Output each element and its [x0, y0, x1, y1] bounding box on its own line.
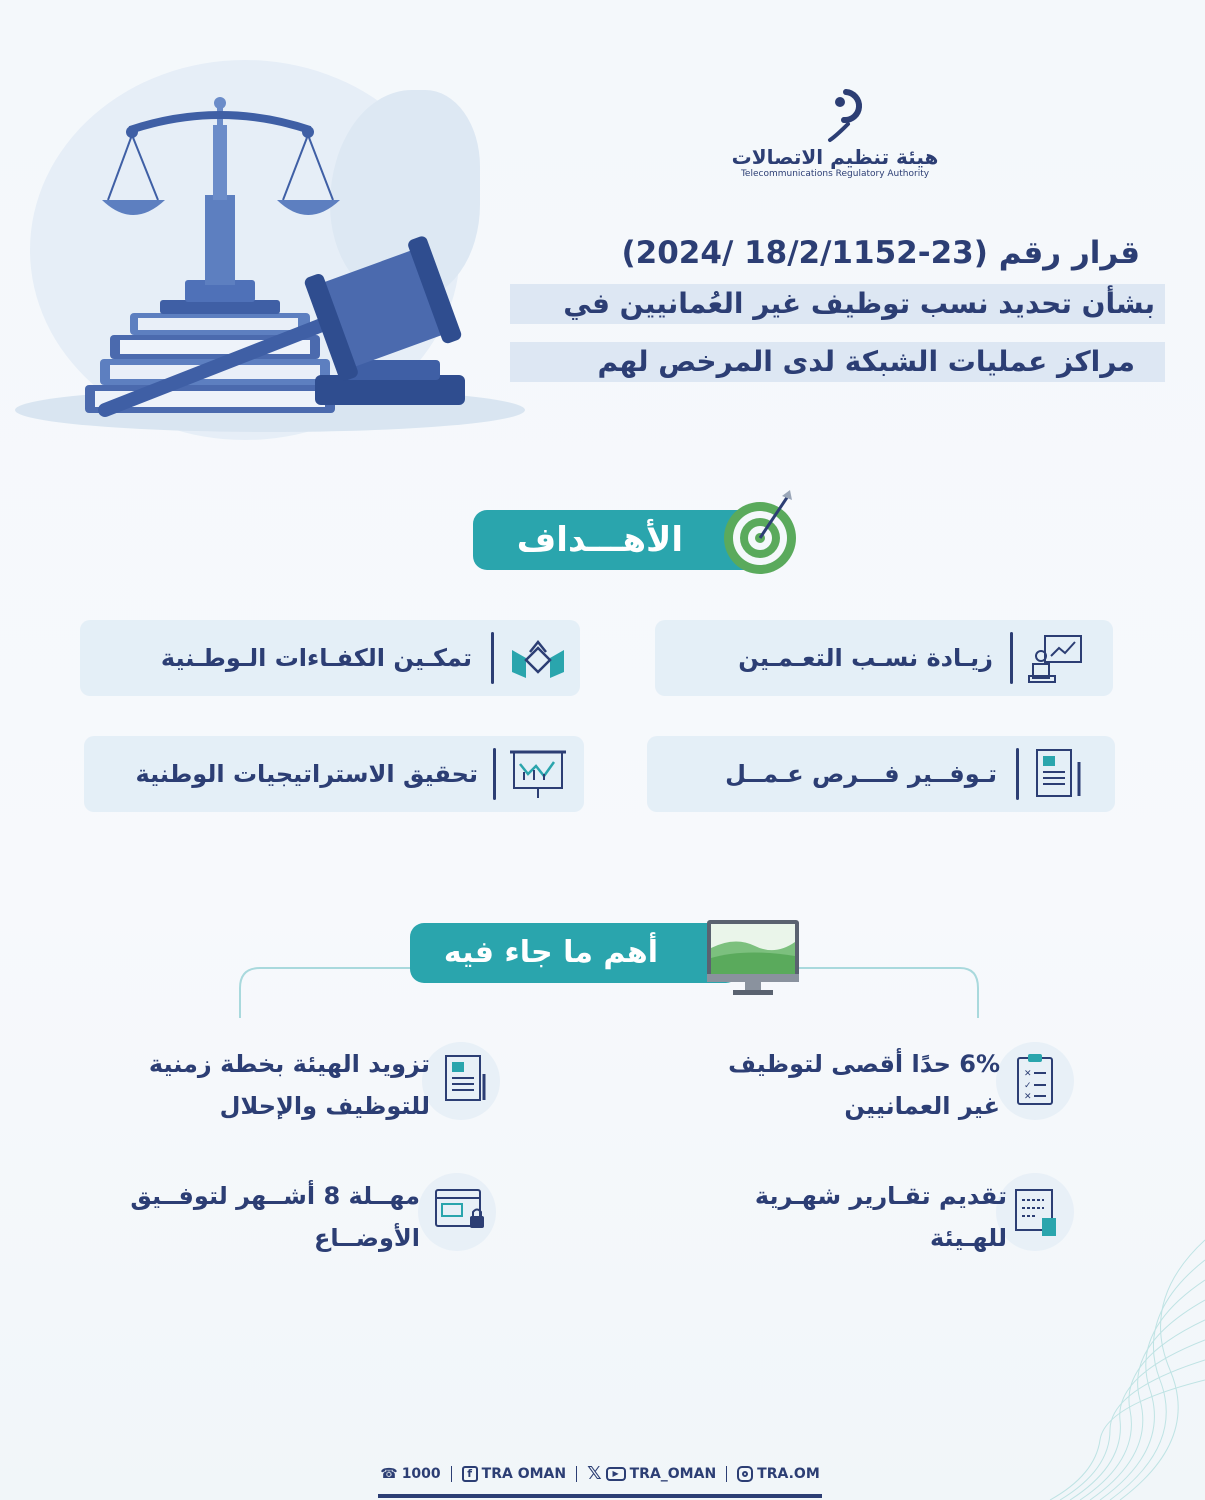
logo-name-en: Telecommunications Regulatory Authority — [740, 169, 930, 179]
logo-name-ar: هيئة تنظيم الاتصالات — [731, 145, 939, 169]
goal-label: تمكـين الكفـاءات الـوطـنية — [160, 644, 472, 672]
instagram-icon — [737, 1466, 753, 1482]
footer-social — [378, 1463, 822, 1484]
highlight-line-1: تزويد الهيئة بخطة زمنية — [148, 1050, 430, 1078]
strategy-board-icon — [508, 744, 568, 804]
goal-label: زيـادة نسـب التعـمـين — [738, 644, 993, 672]
goal-card — [84, 736, 584, 812]
highlight-line-2: الأوضــاع — [313, 1224, 420, 1252]
instagram-handle: TRA.OM — [757, 1465, 820, 1482]
goals-heading: الأهـــداف — [516, 520, 683, 560]
highlight-text — [728, 1043, 1000, 1127]
highlight-line-1: تقديم تقـارير شهـرية — [754, 1182, 1007, 1210]
title-line-2-bg — [510, 342, 1165, 382]
facebook-link[interactable] — [462, 1466, 566, 1482]
title-line-1: بشأن تحديد نسب توظيف غير العُمانيين في — [563, 287, 1155, 320]
browser-lock-icon — [432, 1186, 488, 1236]
handshake-icon — [508, 628, 568, 688]
goal-card — [647, 736, 1115, 812]
plan-document-icon — [440, 1052, 490, 1108]
monitor-icon — [705, 918, 801, 998]
goal-label: تـوفــير فـــرص عـمــل — [725, 760, 997, 788]
facebook-handle: TRA OMAN — [481, 1465, 567, 1482]
highlight-line-1: مهــلة 8 أشــهر لتوفــيق — [130, 1182, 420, 1210]
svg-text:✕: ✕ — [1024, 1092, 1032, 1102]
highlight-line-2: غير العمانيين — [844, 1092, 1000, 1120]
highlight-line-2: للهـيئة — [929, 1224, 1007, 1252]
tra-logo-icon — [826, 84, 870, 144]
target-icon — [718, 488, 802, 578]
goal-card — [80, 620, 580, 696]
hotline[interactable] — [380, 1466, 440, 1482]
svg-text:✓: ✓ — [1024, 1081, 1032, 1091]
hotline-number: 1000 — [401, 1465, 441, 1482]
footer-divider — [378, 1494, 822, 1498]
title-line-2: مراكز عمليات الشبكة لدى المرخص لهم — [597, 345, 1135, 378]
presentation-chart-icon — [1027, 628, 1087, 688]
highlights-heading-pill — [410, 923, 740, 983]
highlights-heading: أهم ما جاء فيه — [443, 935, 658, 970]
decorative-waves — [1020, 1220, 1205, 1500]
instagram-link[interactable] — [737, 1466, 820, 1482]
document-icon — [1029, 744, 1089, 804]
x-youtube-link[interactable] — [587, 1463, 716, 1484]
highlight-text — [755, 1175, 1007, 1259]
highlight-line-2: للتوظيف والإحلال — [219, 1092, 430, 1120]
decision-number: قرار رقم (23-18/2/1152 /2024) — [621, 235, 1140, 271]
checklist-icon — [1012, 1052, 1058, 1108]
goal-card — [655, 620, 1113, 696]
x-youtube-handle: TRA_OMAN — [629, 1465, 717, 1482]
title-line-1-bg — [510, 284, 1165, 324]
justice-scale-illustration — [10, 85, 530, 440]
highlight-line-1: 6% حدًا أقصى لتوظيف — [728, 1050, 1000, 1078]
facebook-icon: f — [462, 1466, 478, 1482]
goal-label: تحقيق الاستراتيجيات الوطنية — [135, 760, 478, 788]
youtube-icon: ▶ — [606, 1467, 626, 1481]
headset-icon: ☎ — [380, 1465, 398, 1482]
x-icon: 𝕏 — [587, 1463, 602, 1484]
svg-text:✕: ✕ — [1024, 1069, 1032, 1079]
highlight-text — [130, 1175, 420, 1259]
highlight-text — [149, 1043, 430, 1127]
